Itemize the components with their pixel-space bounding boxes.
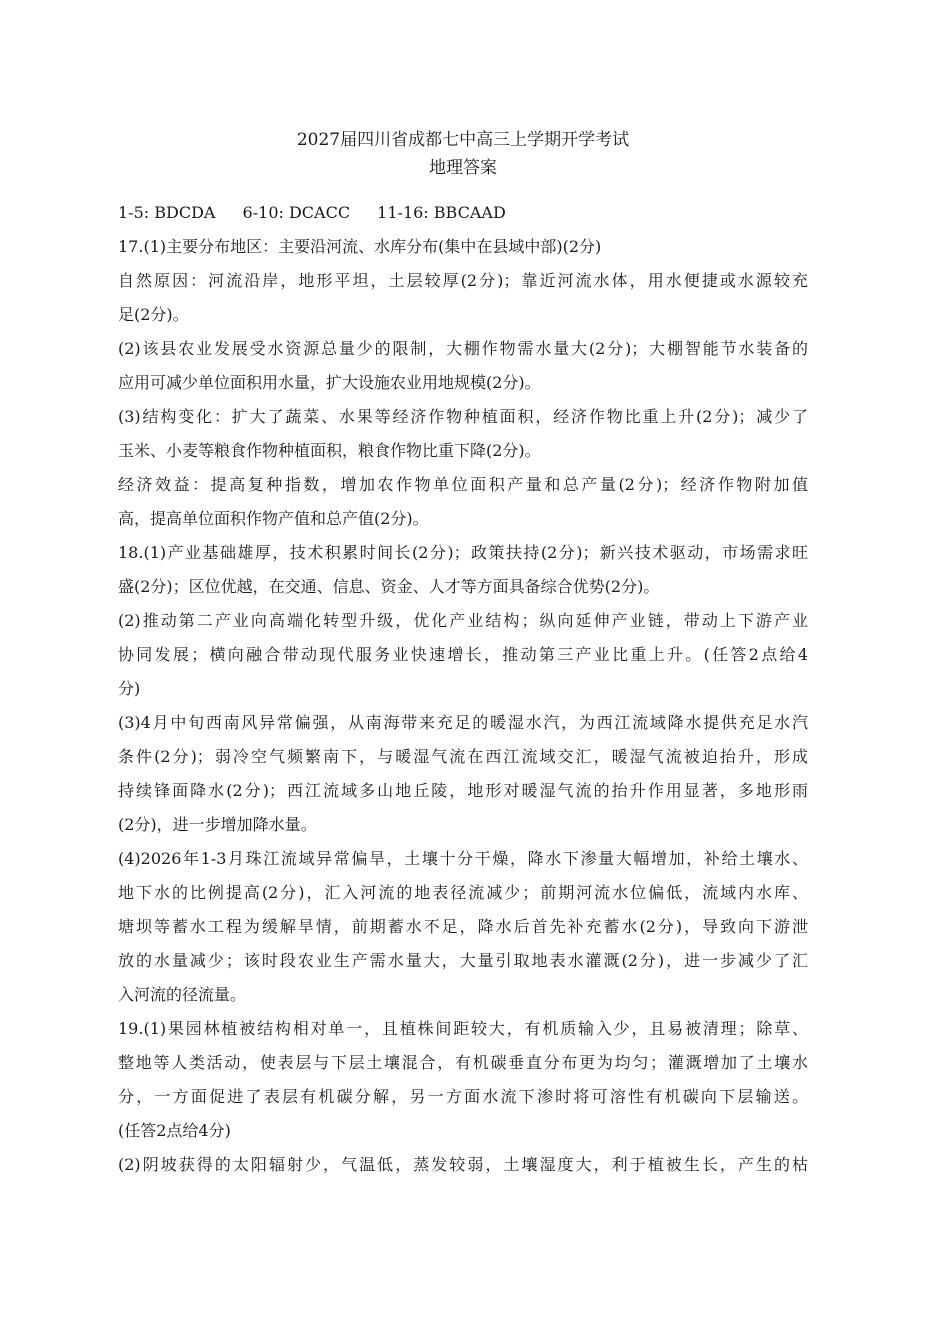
answer-line: 自然原因：河流沿岸，地形平坦，土层较厚(2分)；靠近河流水体，用水便捷或水源较充 [118,271,808,290]
answer-line: 地下水的比例提高(2分)，汇入河流的地表径流减少；前期河流水位偏低，流域内水库、 [118,883,808,902]
answer-line: 足(2分)。 [118,305,189,324]
choice-answers-1-5: 1-5: BDCDA [118,203,216,222]
answer-line: (2)该县农业发展受水资源总量少的限制，大棚作物需水量大(2分)；大棚智能节水装备的 [118,339,808,358]
answer-line: (2)推动第二产业向高端化转型升级，优化产业结构；纵向延伸产业链，带动上下游产业 [118,611,808,630]
answer-line: (任答2点给4分) [118,1121,231,1140]
answer-line: 条件(2分)；弱冷空气频繁南下，与暖湿气流在西江流域交汇，暖湿气流被迫抬升，形成 [118,747,808,766]
answer-line: 放的水量减少；该时段农业生产需水量大，大量引取地表水灌溉(2分)，进一步减少了汇 [118,951,808,970]
answer-line: 协同发展；横向融合带动现代服务业快速增长，推动第三产业比重上升。(任答2点给4 [118,645,808,664]
answer-line: 整地等人类活动，使表层与下层土壤混合，有机碳垂直分布更为均匀；灌溉增加了土壤水 [118,1053,808,1072]
answer-line: (4)2026年1-3月珠江流域异常偏旱，土壤十分干燥，降水下渗量大幅增加，补给土壤水、 [118,849,808,868]
answer-line: 高，提高单位面积作物产值和总产值(2分)。 [118,509,429,528]
answer-line: (3)4月中旬西南风异常偏强，从南海带来充足的暖湿水汽，为西江流域降水提供充足水汽 [118,713,808,732]
answer-line: 经济效益：提高复种指数，增加农作物单位面积产量和总产量(2分)；经济作物附加值 [118,475,808,494]
answer-document [118,128,808,1182]
answer-body [118,230,808,1182]
answer-line: (3)结构变化：扩大了蔬菜、水果等经济作物种植面积，经济作物比重上升(2分)；减少了 [118,407,808,426]
answer-line: 持续锋面降水(2分)；西江流域多山地丘陵，地形对暖湿气流的抬升作用显著，多地形雨 [118,781,808,800]
document-subtitle: 地理答案 [429,158,497,178]
choice-answers [118,196,808,230]
answer-line: 19.(1)果园林植被结构相对单一，且植株间距较大，有机质输入少，且易被清理；除草、 [118,1019,808,1038]
answer-line: 18.(1)产业基础雄厚，技术积累时间长(2分)；政策扶持(2分)；新兴技术驱动，市场需求旺 [118,543,808,562]
answer-line: 盛(2分)；区位优越，在交通、信息、资金、人才等方面具备综合优势(2分)。 [118,577,660,596]
document-title: 2027届四川省成都七中高三上学期开学考试 [296,130,630,150]
answer-line: 玉米、小麦等粮食作物种植面积，粮食作物比重下降(2分)。 [118,441,541,460]
choice-answers-6-10: 6-10: DCACC [242,203,351,222]
answer-line: (2)阴坡获得的太阳辐射少，气温低，蒸发较弱，土壤湿度大，利于植被生长，产生的枯 [118,1155,808,1174]
answer-line: 入河流的径流量。 [118,985,247,1004]
answer-line: 分) [118,679,141,698]
choice-answers-11-16: 11-16: BBCAAD [377,203,506,222]
answer-line: 17.(1)主要分布地区：主要沿河流、水库分布(集中在县域中部)(2分) [118,237,602,256]
answer-line: (2分)，进一步增加降水量。 [118,815,317,834]
answer-line: 分，一方面促进了表层有机碳分解，另一方面水流下渗时将可溶性有机碳向下层输送。 [118,1087,808,1106]
answer-line: 塘坝等蓄水工程为缓解旱情，前期蓄水不足，降水后首先补充蓄水(2分)，导致向下游泄 [118,917,808,936]
answer-line: 应用可减少单位面积用水量，扩大设施农业用地规模(2分)。 [118,373,541,392]
